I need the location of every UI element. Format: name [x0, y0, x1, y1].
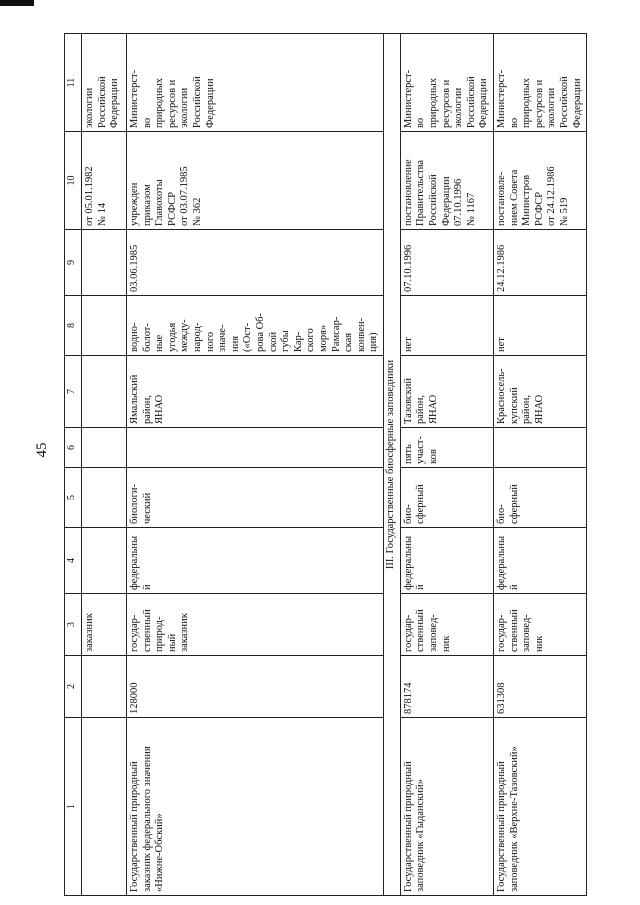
table-cell [82, 718, 127, 896]
table-cell [82, 428, 127, 468]
table-row [494, 34, 587, 896]
table-cell [82, 656, 127, 718]
area-international-status: нет [494, 296, 587, 356]
area-legal-basis: учрежден приказом Главохоты РСФСР от 03.07.1985 № 362 [127, 132, 384, 230]
header-number: 4 [65, 528, 82, 594]
rotated-table-sheet [64, 34, 604, 896]
header-number-row [65, 34, 82, 896]
table-cell: экологии Российской Федерации [82, 34, 127, 132]
area-profile: био- сферный [400, 468, 493, 528]
area-legal-basis: постановление Правительства Российской Федерации 07.10.1996 № 1167 [400, 132, 493, 230]
header-number: 10 [65, 132, 82, 230]
area-legal-basis: постановле- нием Совета Министров РСФСР от 24.12.1986 № 519 [494, 132, 587, 230]
area-significance: федеральный [127, 528, 384, 594]
area-location: Ямальский район, ЯНАО [127, 356, 384, 428]
scan-mark [0, 0, 34, 6]
header-number: 1 [65, 718, 82, 896]
continuation-row [82, 34, 127, 896]
area-category: государ- ственный природ- ный заказник [127, 594, 384, 656]
table-cell: заказник [82, 594, 127, 656]
area-name: Государственный природный заповедник «Гыданский» [400, 718, 493, 896]
table-cell [82, 296, 127, 356]
area-significance: федеральный [494, 528, 587, 594]
table-cell [82, 356, 127, 428]
header-number: 7 [65, 356, 82, 428]
table-row [127, 34, 384, 896]
header-number: 3 [65, 594, 82, 656]
area-significance: федеральный [400, 528, 493, 594]
header-number: 11 [65, 34, 82, 132]
area-date: 07.10.1996 [400, 230, 493, 296]
area-date: 24.12.1986 [494, 230, 587, 296]
area-authority: Министерст- во природных ресурсов и экологии Российской Федерации [127, 34, 384, 132]
area-clusters [127, 428, 384, 468]
header-number: 8 [65, 296, 82, 356]
area-category: государ- ственный заповед- ник [400, 594, 493, 656]
header-number: 2 [65, 656, 82, 718]
table-row [400, 34, 493, 896]
area-size: 631308 [494, 656, 587, 718]
area-category: государ- ственный заповед- ник [494, 594, 587, 656]
protected-areas-table [64, 33, 587, 896]
area-size: 128000 [127, 656, 384, 718]
section-title: III. Государственные биосферные заповедники [383, 34, 400, 896]
area-authority: Министерст- во природных ресурсов и экологии Российской Федерации [494, 34, 587, 132]
section-row [383, 34, 400, 896]
area-size: 878174 [400, 656, 493, 718]
header-number: 5 [65, 468, 82, 528]
area-authority: Министерст- во природных ресурсов и экологии Российской Федерации [400, 34, 493, 132]
area-name: Государственный природный заповедник «Верхне-Тазовский» [494, 718, 587, 896]
table-cell [82, 230, 127, 296]
area-clusters [494, 428, 587, 468]
area-location: Красносель- купский район, ЯНАО [494, 356, 587, 428]
table-cell [82, 528, 127, 594]
area-international-status: нет [400, 296, 493, 356]
area-clusters: пять участ- ков [400, 428, 493, 468]
area-profile: био- сферный [494, 468, 587, 528]
page-number: 45 [34, 442, 50, 458]
header-number: 6 [65, 428, 82, 468]
area-date: 03.06.1985 [127, 230, 384, 296]
area-international-status: водно- болот- ные угодья между- народ- ного значе- ния («Ост- рова Об- ской губы Кар- ского моря» Рамсар- ская конвен- ция) [127, 296, 384, 356]
area-location: Тазовский район, ЯНАО [400, 356, 493, 428]
table-cell: от 05.01.1982 № 14 [82, 132, 127, 230]
table-cell [82, 468, 127, 528]
area-profile: биологи- ческий [127, 468, 384, 528]
header-number: 9 [65, 230, 82, 296]
area-name: Государственный природный заказник федерального значения «Нижне-Обский» [127, 718, 384, 896]
